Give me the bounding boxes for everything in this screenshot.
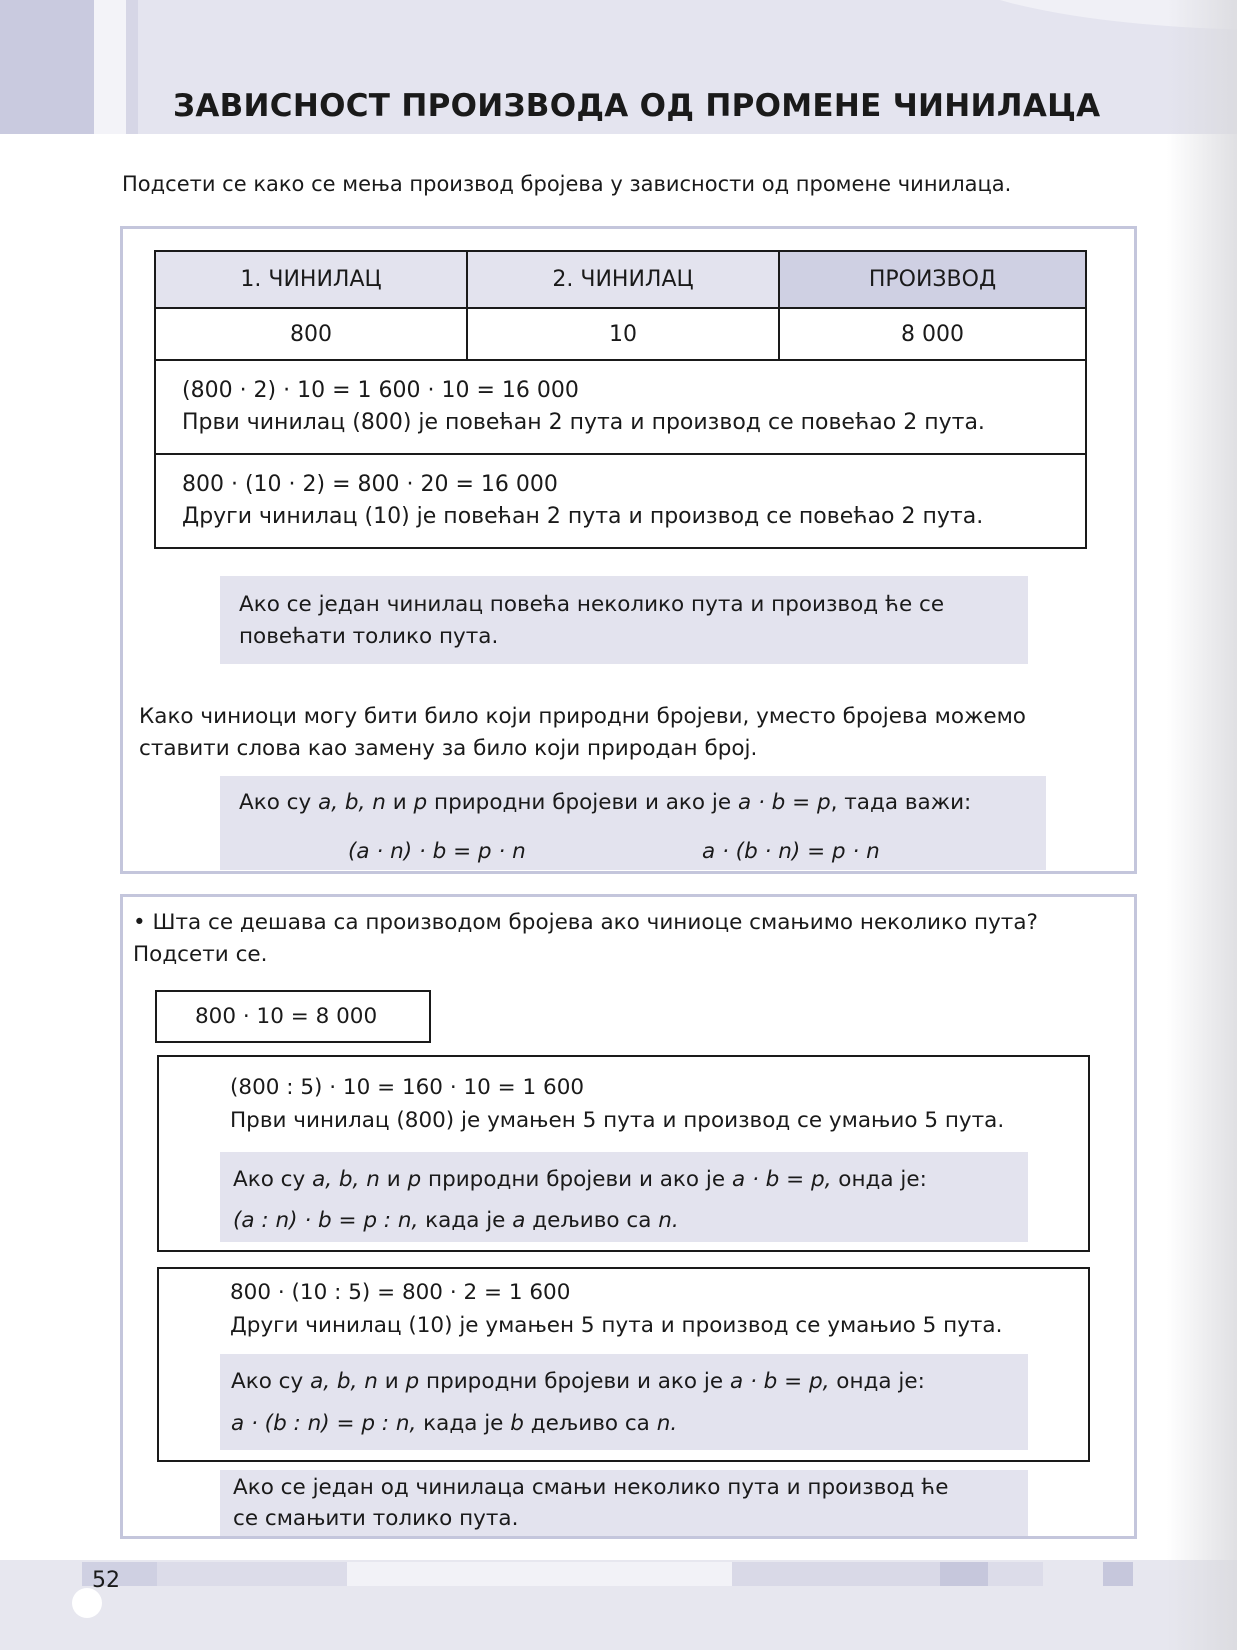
page-number: 52	[92, 1568, 120, 1593]
formula: 800 · (10 : 5) = 800 · 2 = 1 600	[230, 1280, 571, 1305]
formula: 800 · 10 = 8 000	[195, 1004, 378, 1029]
text: Ако су	[231, 1369, 311, 1394]
text: и	[379, 1167, 408, 1192]
math-var: a	[512, 1208, 526, 1233]
rule-formula	[231, 1408, 677, 1440]
rule-formula	[233, 1205, 679, 1237]
table-header-cell: 1. ЧИНИЛАЦ	[155, 251, 467, 308]
footer-strip	[347, 1562, 732, 1586]
math-var: p	[405, 1369, 420, 1394]
footer-strip	[732, 1562, 940, 1586]
formula: 800 · (10 · 2) = 800 · 20 = 16 000	[182, 472, 558, 497]
text: природни бројеви и ако је	[421, 1167, 732, 1192]
table-header-cell: ПРОИЗВОД	[779, 251, 1086, 308]
text: онда је:	[831, 1167, 927, 1192]
math-var: n.	[656, 1411, 678, 1436]
rule-text	[231, 1366, 925, 1398]
factor-table	[154, 250, 1087, 549]
math-var: p	[407, 1167, 422, 1192]
letters-paragraph: Како чиниоци могу бити било који природни бројеви, уместо бројева можемо	[139, 704, 1026, 729]
table-row	[155, 360, 1086, 454]
letters-paragraph: ставити слова као замену за било који природан број.	[139, 736, 758, 761]
page-title: ЗАВИСНОСТ ПРОИЗВОДА ОД ПРОМЕНЕ ЧИНИЛАЦА	[173, 88, 1101, 124]
text: када је	[416, 1411, 511, 1436]
text: дељиво са	[525, 1208, 659, 1233]
rule-text: повећати толико пута.	[239, 624, 499, 649]
math-var: p	[413, 790, 428, 815]
text: онда је:	[829, 1369, 925, 1394]
question-text: • Шта се дешава са производом бројева ако чиниоце смањимо неколико пута?	[133, 910, 1038, 935]
footer-strip	[157, 1562, 347, 1586]
question-text: Подсети се.	[133, 942, 268, 967]
text: Ако су	[233, 1167, 313, 1192]
math-var: n.	[658, 1208, 679, 1233]
explanation: Други чинилац (10) је умањен 5 пута и производ се умањио 5 пута.	[230, 1313, 1003, 1338]
footer-strip	[1103, 1562, 1133, 1586]
formula: (800 · 2) · 10 = 1 600 · 10 = 16 000	[182, 378, 579, 403]
math-var: b	[510, 1411, 524, 1436]
formula: a · (b · n) = p · n	[702, 839, 880, 864]
footer-strip	[988, 1562, 1043, 1586]
rule-text: Ако се један чинилац повећа неколико пута и производ ће се	[239, 592, 945, 617]
text: Ако су	[239, 790, 319, 815]
explanation: Други чинилац (10) је повећан 2 пута и производ се повећао 2 пута.	[182, 504, 984, 529]
table-cell: 8 000	[779, 308, 1086, 360]
table-cell	[155, 360, 1086, 454]
table-cell	[155, 454, 1086, 548]
text: , тада важи:	[830, 790, 972, 815]
table-cell: 10	[467, 308, 779, 360]
math-equation: a · b = p	[737, 790, 831, 815]
math-vars: a, b, n	[310, 1369, 378, 1394]
rule-text: се смањити толико пута.	[233, 1506, 519, 1531]
page-edge-shadow	[1167, 0, 1237, 1650]
rule-text: Ако се један од чинилаца смањи неколико пута и производ ће	[233, 1475, 949, 1500]
general-rule-text	[239, 787, 971, 819]
math-equation: a · b = p,	[729, 1369, 830, 1394]
formula: (a · n) · b = p · n	[348, 839, 526, 864]
table-header-cell: 2. ЧИНИЛАЦ	[467, 251, 779, 308]
text: и	[377, 1369, 406, 1394]
math-formula: (a : n) · b = p : n,	[233, 1208, 419, 1233]
table-row	[155, 308, 1086, 360]
explanation: Први чинилац (800) је умањен 5 пута и производ се умањио 5 пута.	[230, 1108, 1005, 1133]
math-vars: a, b, n	[312, 1167, 380, 1192]
math-formula: a · (b : n) = p : n,	[231, 1411, 417, 1436]
intro-text: Подсети се како се мења производ бројева у зависности од промене чинилаца.	[122, 172, 1012, 196]
math-vars: a, b, n	[318, 790, 386, 815]
text: и	[385, 790, 414, 815]
rule-text	[233, 1164, 927, 1196]
text: дељиво са	[523, 1411, 657, 1436]
explanation: Први чинилац (800) је повећан 2 пута и производ се повећао 2 пута.	[182, 410, 985, 435]
header-stripe	[94, 0, 126, 134]
header-stripe	[126, 0, 138, 134]
table-row	[155, 454, 1086, 548]
formula: (800 : 5) · 10 = 160 · 10 = 1 600	[230, 1075, 585, 1100]
text: природни бројеви и ако је	[427, 790, 738, 815]
table-cell: 800	[155, 308, 467, 360]
math-equation: a · b = p,	[731, 1167, 832, 1192]
footer-strip	[940, 1562, 988, 1586]
text: природни бројеви и ако је	[419, 1369, 730, 1394]
text: када је	[418, 1208, 513, 1233]
header-corner-block	[0, 0, 94, 134]
table-header-row	[155, 251, 1086, 308]
